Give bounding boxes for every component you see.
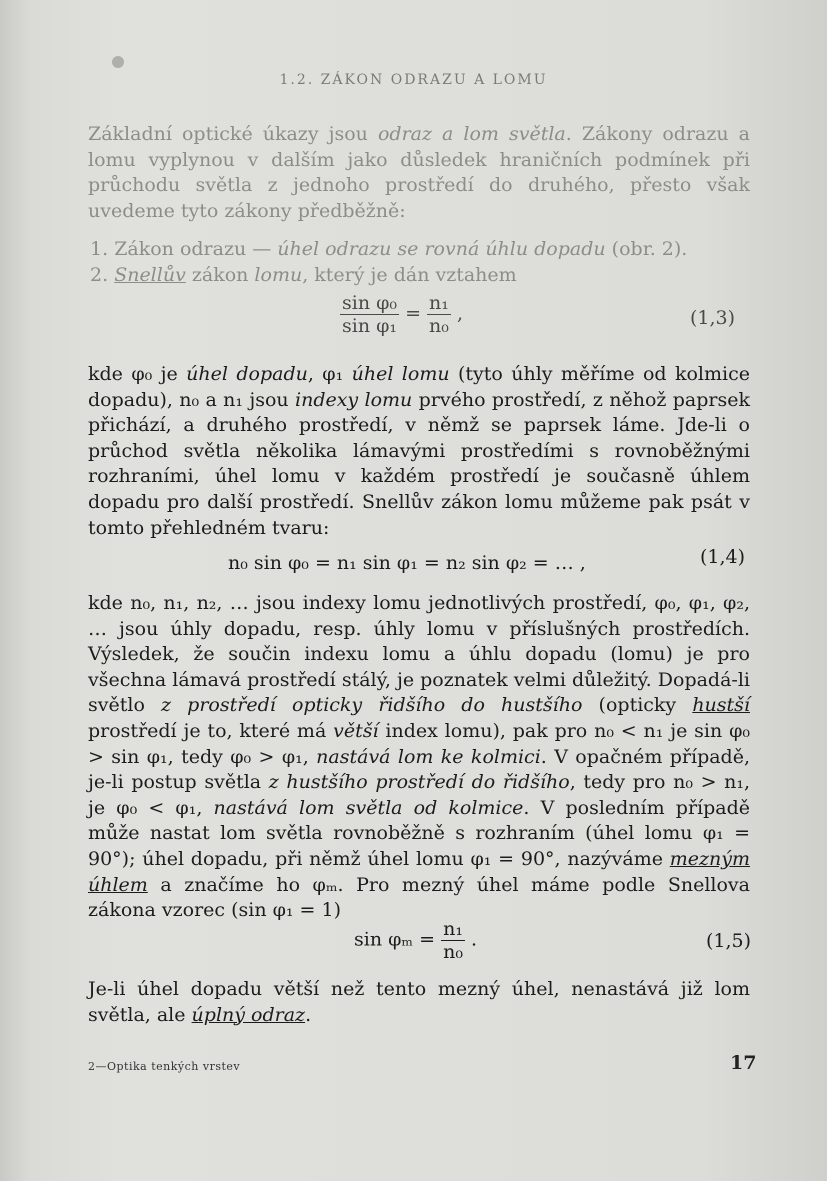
- paragraph-3: [88, 591, 750, 924]
- law-2-text: zákon: [185, 264, 255, 286]
- law-1-statement: úhel odrazu se rovná úhlu dopadu: [277, 238, 606, 260]
- equation-1-3: [340, 292, 463, 337]
- intro-text: Základní optické úkazy jsou: [88, 123, 378, 145]
- law-2-lom: lomu: [254, 264, 303, 286]
- paragraph-4: [88, 977, 750, 1028]
- p2-uhel-lomu: úhel lomu: [351, 363, 450, 385]
- eq13-equals: =: [405, 302, 421, 325]
- p4-period: .: [305, 1003, 312, 1026]
- intro-emph: odraz a lom světla: [377, 123, 566, 145]
- law-2-snell: Snellův: [114, 264, 186, 286]
- p2-uhel-dopadu: úhel dopadu: [186, 363, 308, 385]
- equation-1-5: [354, 918, 477, 963]
- p3-text-2: (opticky: [582, 694, 693, 717]
- p2-text-2: , φ₁: [307, 363, 352, 385]
- intro-text-2: . Zákony odrazu a lomu vyplynou v dalším jako důsledek hraničních podmínek při průchodu světla z jednoho prostředí do druhého, přesto však uvedeme tyto zákony předběžně:: [88, 123, 750, 222]
- eq13-comma: ,: [456, 302, 463, 325]
- equation-1-3-label: (1,3): [690, 307, 736, 329]
- eq15-numerator: n₁: [443, 918, 463, 940]
- p2-indexy-lomu: indexy lomu: [295, 388, 413, 411]
- footer-signature: 2—Optika tenkých vrstev: [88, 1060, 241, 1073]
- p4-uplny-odraz: úplný odraz: [191, 1003, 306, 1026]
- p2-text-4: prvého prostředí, z něhož paprsek přichází, a druhého prostředí, v němž se paprsek láme. Jde-li o průchod světla několika lámavými prostředími s rovnoběžnými rozhraními, úhel lomu v každém prostředí je současně úhlem dopadu pro další prostředí. Snellův zákon lomu můžeme pak psát v tomto přehledném tvaru:: [88, 388, 750, 539]
- law-2-number: 2.: [90, 264, 109, 286]
- p2-text-1: kde φ₀ je: [88, 363, 187, 385]
- eq13-right-numerator: n₁: [429, 292, 449, 314]
- law-1-number: 1.: [90, 238, 109, 260]
- paragraph-2: [88, 362, 750, 541]
- law-1-title: Zákon odrazu —: [114, 238, 278, 260]
- p3-text-4: index lomu), pak pro n₀ < n₁ je sin φ₀ > sin φ₁, tedy φ₀ > φ₁,: [88, 719, 750, 768]
- eq15-lhs: sin φₘ =: [354, 928, 436, 951]
- eq13-right-fraction: [427, 292, 451, 337]
- p3-ridsi-do-hustsi: z prostředí opticky řidšího do hustšího: [161, 694, 583, 717]
- eq15-denominator: n₀: [443, 941, 463, 963]
- p2-text-3: (tyto úhly měříme od kolmice dopadu), n₀ a n₁ jsou: [88, 363, 750, 411]
- law-1-ref: (obr. 2).: [605, 238, 688, 260]
- p3-text-3: prostředí je to, které má: [88, 719, 334, 742]
- law-1: [90, 237, 750, 263]
- eq13-left-denominator: sin φ₁: [342, 315, 398, 337]
- p3-hustsi: hustší: [692, 694, 750, 717]
- p3-vetsi: větší: [333, 719, 379, 742]
- eq15-period: .: [470, 928, 478, 951]
- law-2: [90, 263, 750, 289]
- p3-text-8: a značíme ho φₘ. Pro mezný úhel máme podle Snellova zákona vzorec (sin φ₁ = 1): [88, 873, 750, 922]
- intro-paragraph: [88, 122, 750, 224]
- p3-mezny-uhel: mezným úhlem: [88, 847, 750, 896]
- eq13-left-fraction: [340, 292, 399, 337]
- p3-text-1: kde n₀, n₁, n₂, … jsou indexy lomu jednotlivých prostředí, φ₀, φ₁, φ₂, … jsou úhly dopadu, resp. úhly lomu v příslušných prostředích. Výsledek, že součin indexu lomu a úhlu dopadu (lomu) je pro všechna lámavá prostředí stálý, je poznatek velmi důležitý. Dopadá-li světlo: [88, 592, 750, 717]
- p3-hustsi-do-ridsi: z hustšího prostředí do řidšího: [268, 771, 570, 794]
- p3-text-6: , tedy pro n₀ > n₁, je φ₀ < φ₁,: [88, 771, 751, 819]
- eq13-left-numerator: sin φ₀: [342, 292, 398, 314]
- equation-1-4: n₀ sin φ₀ = n₁ sin φ₁ = n₂ sin φ₂ = … ,: [228, 552, 586, 574]
- law-2-text-2: , který je dán vztahem: [302, 264, 517, 286]
- section-heading: 1.2. ZÁKON ODRAZU A LOMU: [279, 72, 548, 88]
- p4-text-1: Je-li úhel dopadu větší než tento mezný úhel, nenastává již lom světla, ale: [88, 978, 750, 1026]
- page-number: 17: [730, 1052, 757, 1074]
- eq15-fraction: [441, 918, 465, 963]
- equation-1-4-label: (1,4): [700, 546, 746, 568]
- p3-text-7: . V posledním případě může nastat lom světla rovnoběžně s rozhraním (úhel lomu φ₁ = 90°); úhel dopadu, při němž úhel lomu φ₁ = 90°, nazýváme: [88, 796, 751, 870]
- p3-text-5: . V opačném případě, je-li postup světla: [88, 745, 751, 794]
- p3-lom-od-kolmice: nastává lom světla od kolmice: [213, 796, 524, 819]
- p3-lom-ke-kolmici: nastává lom ke kolmici: [316, 745, 541, 768]
- eq13-right-denominator: n₀: [429, 315, 449, 337]
- equation-1-5-label: (1,5): [706, 930, 752, 952]
- binding-hole-mark: [112, 56, 124, 68]
